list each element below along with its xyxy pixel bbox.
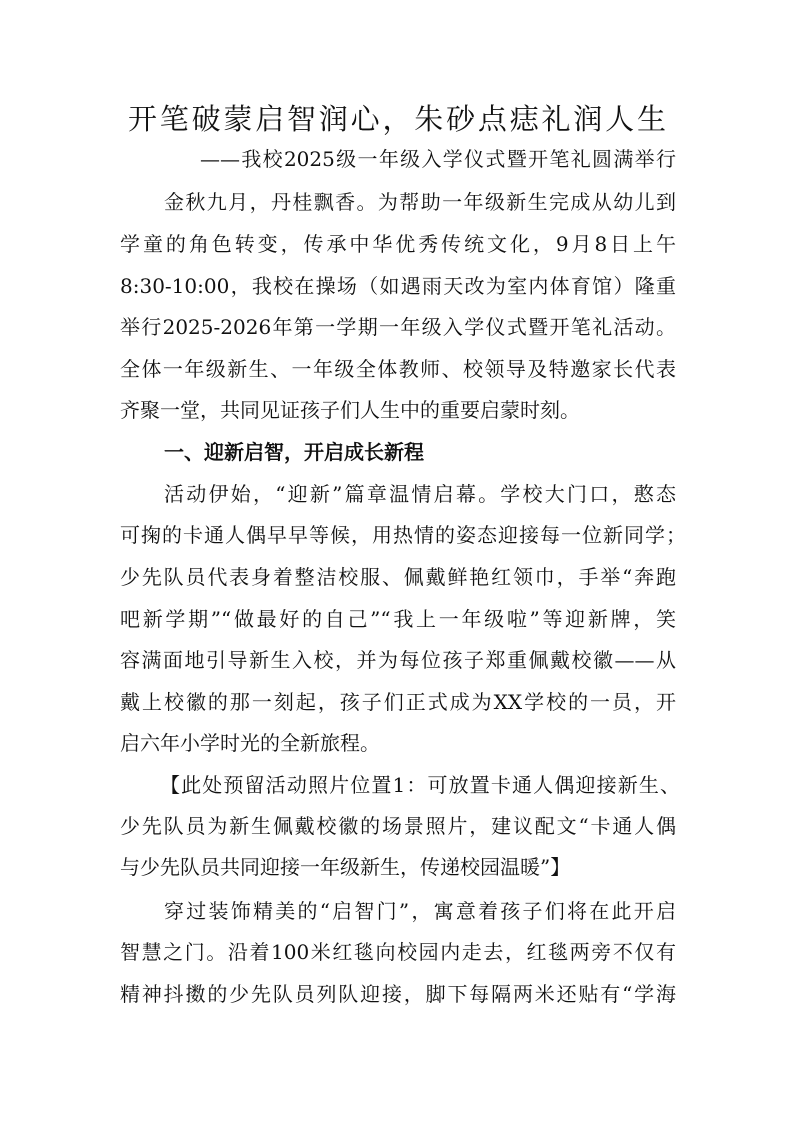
body-line: 吧新学期”“做最好的自己”“我上一年级啦”等迎新牌，笑 — [120, 607, 676, 631]
body-line: 启六年小学时光的全新旅程。 — [120, 731, 380, 755]
body-line: 戴上校徽的那一刻起，孩子们正式成为XX学校的一员，开 — [120, 690, 676, 714]
body-line: 穿过装饰精美的“启智门”，寓意着孩子们将在此开启 — [164, 899, 676, 923]
body-line: 学童的角色转变，传承中华优秀传统文化，9月8日上午 — [120, 232, 676, 256]
document-subtitle: ——我校2025级一年级入学仪式暨开笔礼圆满举行 — [200, 147, 676, 171]
body-line: 齐聚一堂，共同见证孩子们人生中的重要启蒙时刻。 — [120, 398, 580, 422]
photo-placeholder-note: 与少先队员共同迎接一年级新生，传递校园温暖”】 — [120, 855, 571, 879]
photo-placeholder-note: 【此处预留活动照片位置1：可放置卡通人偶迎接新生、 — [160, 773, 680, 797]
body-line: 容满面地引导新生入校，并为每位孩子郑重佩戴校徽——从 — [120, 648, 676, 672]
body-line: 活动伊始，“迎新”篇章温情启幕。学校大门口，憨态 — [164, 482, 676, 506]
section-heading: 一、迎新启智，开启成长新程 — [164, 440, 424, 464]
body-line: 金秋九月，丹桂飘香。为帮助一年级新生完成从幼儿到 — [164, 190, 676, 214]
body-line: 少先队员代表身着整洁校服、佩戴鲜艳红领巾，手举“奔跑 — [120, 565, 676, 589]
document-title: 开笔破蒙启智润心，朱砂点痣礼润人生 — [128, 102, 666, 136]
body-line: 8:30-10:00，我校在操场（如遇雨天改为室内体育馆）隆重 — [120, 274, 676, 298]
body-line: 精神抖擞的少先队员列队迎接，脚下每隔两米还贴有“学海 — [120, 982, 676, 1006]
body-line: 举行2025-2026年第一学期一年级入学仪式暨开笔礼活动。 — [120, 315, 676, 339]
body-line: 智慧之门。沿着100米红毯向校园内走去，红毯两旁不仅有 — [120, 940, 676, 964]
photo-placeholder-note: 少先队员为新生佩戴校徽的场景照片，建议配文“卡通人偶 — [120, 814, 676, 838]
body-line: 可掬的卡通人偶早早等候，用热情的姿态迎接每一位新同学； — [120, 523, 686, 547]
body-line: 全体一年级新生、一年级全体教师、校领导及特邀家长代表 — [120, 357, 676, 381]
